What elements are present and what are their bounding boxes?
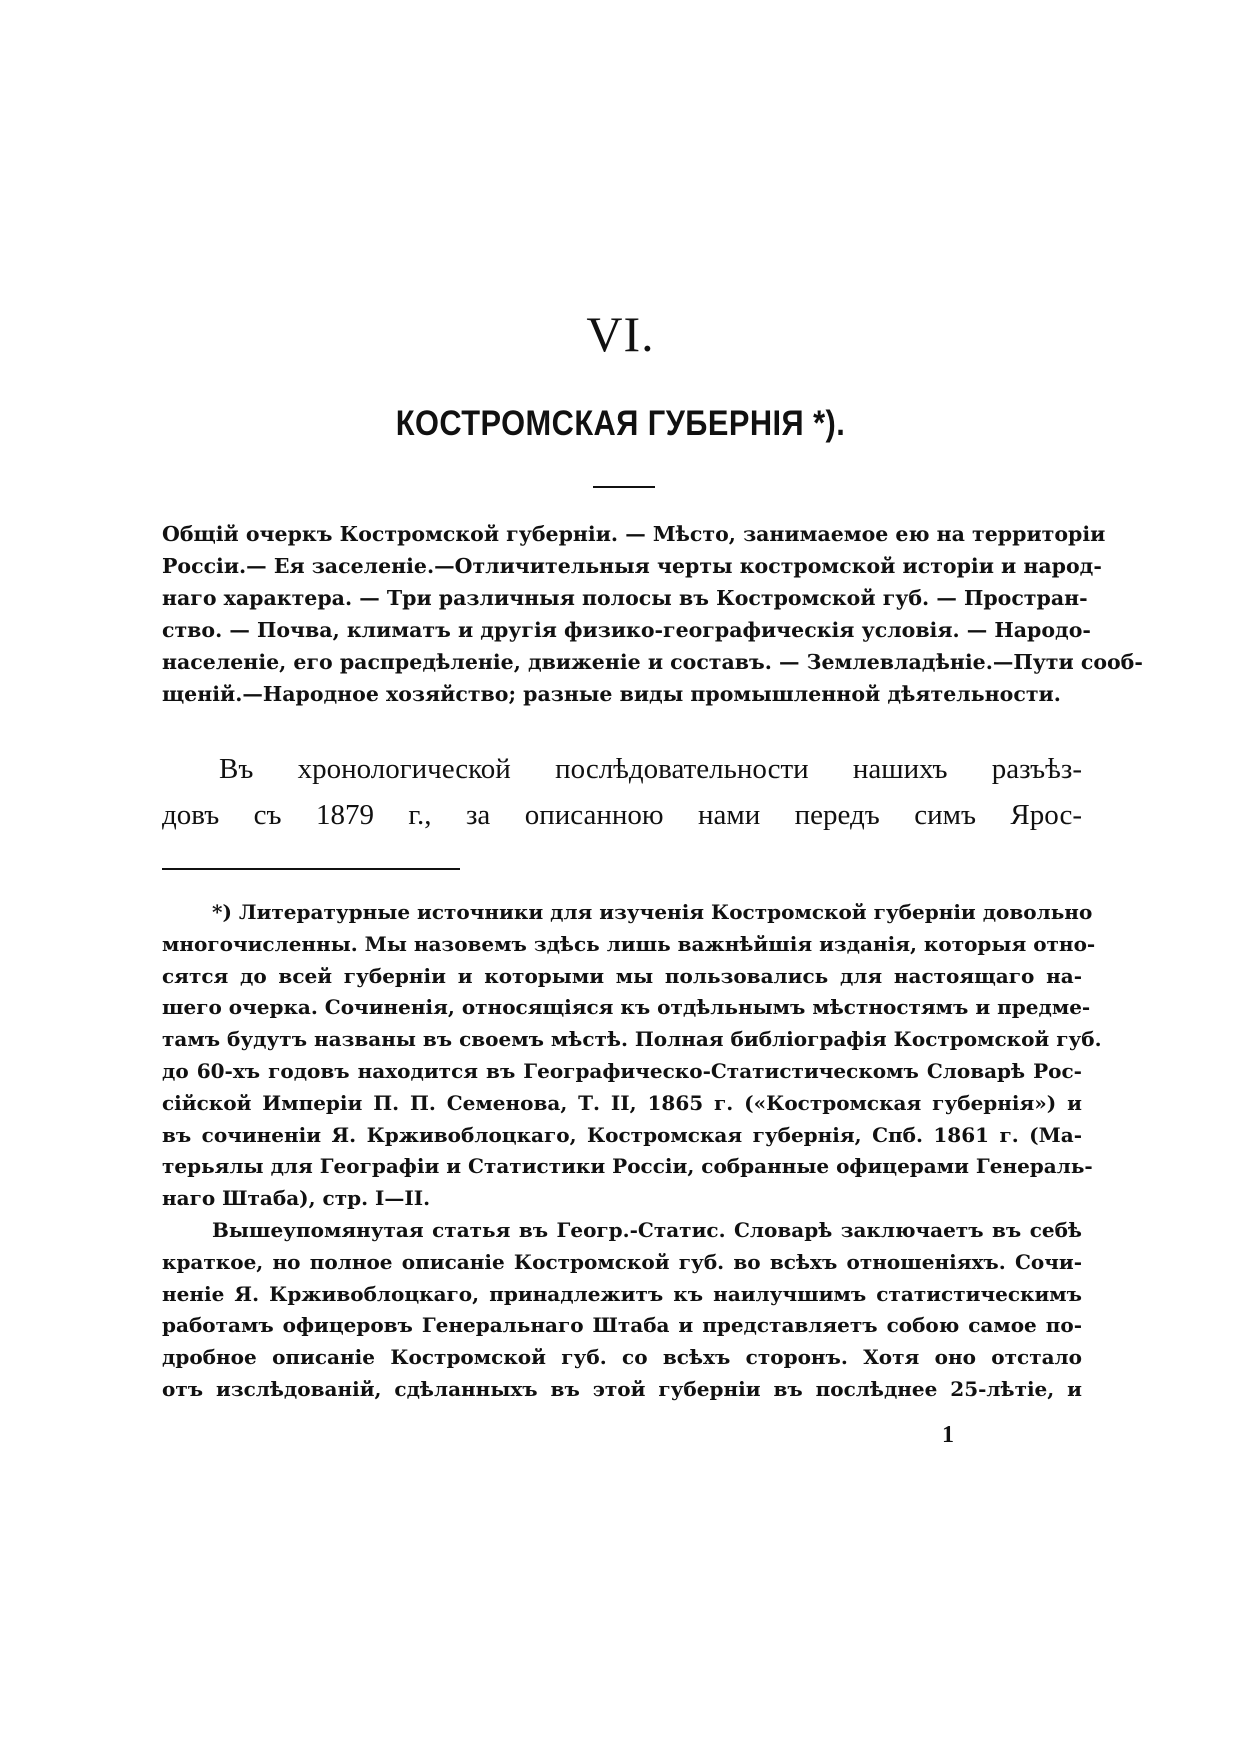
chapter-summary (162, 518, 1143, 710)
summary-line: населеніе, его распредѣленіе, движеніе и составъ. — Землевладѣніе.—Пути сооб- (162, 650, 1143, 674)
summary-line: щеній.—Народное хозяйство; разные виды промышленной дѣятельности. (162, 682, 1061, 706)
footnote-line: отъ изслѣдованій, сдѣланныхъ въ этой губерніи въ послѣднее 25-лѣтіе, и (162, 1376, 1082, 1401)
footnote-line: краткое, но полное описаніе Костромской губ. во всѣхъ отношеніяхъ. Сочи- (162, 1249, 1082, 1274)
footnote-divider (162, 868, 460, 870)
footnote-line: дробное описаніе Костромской губ. со всѣхъ сторонъ. Хотя оно отстало (162, 1345, 1082, 1370)
summary-line: наго характера. — Три различныя полосы въ Костромской губ. — Простран- (162, 586, 1088, 610)
page-number: 1 (942, 1422, 954, 1448)
title-divider (593, 486, 655, 488)
footnote-line: сійской Имперіи П. П. Семенова, Т. II, 1865 г. («Костромская губернія») и (162, 1090, 1082, 1115)
chapter-number: VI. (586, 306, 655, 362)
footnote-line: шего очерка. Сочиненія, относящіяся къ отдѣльнымъ мѣстностямъ и предме- (162, 995, 1091, 1020)
footnote-line: тамъ будутъ названы въ своемъ мѣстѣ. Полная библіографія Костромской губ. (162, 1027, 1102, 1052)
footnote-line: многочисленны. Мы назовемъ здѣсь лишь важнѣйшія изданія, которыя отно- (162, 931, 1096, 956)
summary-line: Общій очеркъ Костромской губерніи. — Мѣсто, занимаемое ею на территоріи (162, 522, 1106, 546)
footnote-line: работамъ офицеровъ Генеральнаго Штаба и представляетъ собою самое по- (162, 1313, 1082, 1338)
footnote-line: до 60-хъ годовъ находится въ Географическо-Статистическомъ Словарѣ Рос- (162, 1058, 1082, 1083)
footnote-line: терьялы для Географіи и Статистики Россіи, собранные офицерами Генераль- (162, 1154, 1093, 1179)
summary-line: ство. — Почва, климатъ и другія физико-географическія условія. — Народо- (162, 618, 1091, 642)
footnote-line: Вышеупомянутая статья въ Геогр.-Статис. Словарѣ заключаетъ въ себѣ (212, 1217, 1082, 1242)
chapter-title: КОСТРОМСКАЯ ГУБЕРНІЯ *). (395, 404, 846, 443)
body-paragraph (162, 746, 1082, 838)
body-line: довъ съ 1879 г., за описанною нами передъ симъ Ярос- (162, 799, 1082, 831)
footnote-line: наго Штаба), стр. I—II. (162, 1186, 431, 1211)
footnote-line: сятся до всей губерніи и которыми мы пользовались для настоящаго на- (162, 963, 1082, 988)
footnote-line: въ сочиненіи Я. Крживоблоцкаго, Костромская губернія, Спб. 1861 г. (Ма- (162, 1122, 1082, 1147)
body-line: Въ хронологической послѣдовательности нашихъ разъѣз- (219, 753, 1082, 785)
footnote-line: неніе Я. Крживоблоцкаго, принадлежитъ къ наилучшимъ статистическимъ (162, 1281, 1082, 1306)
footnote (162, 897, 1102, 1406)
footnote-line: *) Литературные источники для изученія Костромской губерніи довольно (212, 900, 1093, 924)
summary-line: Россіи.— Ея заселеніе.—Отличительныя черты костромской исторіи и народ- (162, 554, 1102, 578)
